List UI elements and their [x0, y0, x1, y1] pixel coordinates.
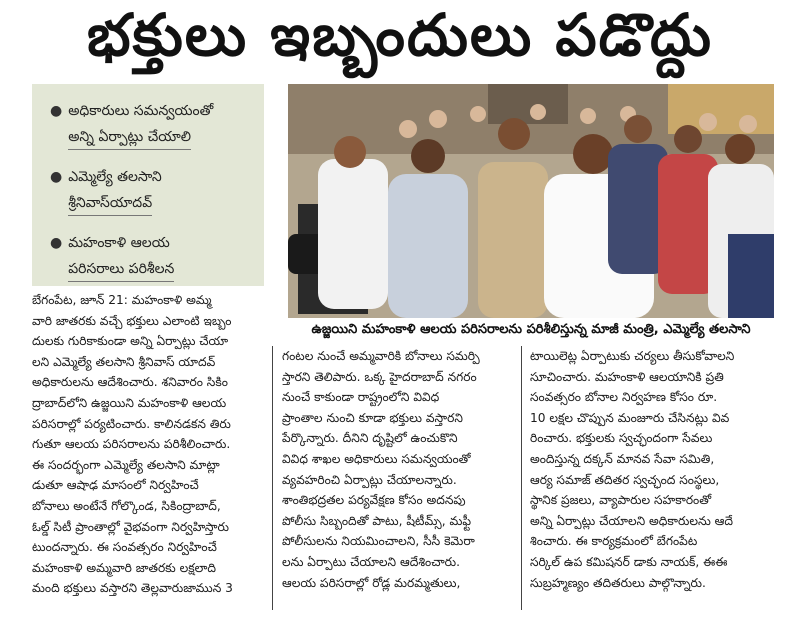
text-line: శాంతిభద్రతల పర్యవేక్షణ కోసం అదనపు: [282, 493, 466, 508]
text-line: మంది భక్తులు వస్తారని తెల్లవారుజామున 3: [32, 581, 233, 596]
highlight-line: మహంకాళి ఆలయ: [68, 235, 170, 251]
text-line: ఆలయ పరిసరాల్లో రోడ్ల మరమ్మతులు,: [282, 575, 461, 590]
highlight-line: అధికారులు సమన్వయంతో: [68, 103, 214, 119]
text-line: స్తారని తెలిపారు. ఒక్క హైదరాబాద్‌ నగరం: [282, 369, 477, 384]
text-line: నుంచే కాకుండా రాష్ట్రంలోని వివిధ: [282, 390, 440, 405]
text-line: స్థానిక ప్రజలు, వ్యాపారుల సహకారంతో: [530, 493, 712, 508]
text-line: ఈ సందర్భంగా ఎమ్మెల్యే తలసాని మాట్లా: [32, 457, 220, 472]
highlight-item: [50, 98, 254, 150]
highlight-item: [50, 230, 254, 282]
column-divider: [521, 346, 522, 610]
highlight-line: ఎమ్మెల్యే తలసాని: [68, 169, 162, 185]
text-line: ద్రాబాద్‌లోని ఉజ్జయిని మహంకాళి ఆలయ: [32, 395, 227, 410]
text-line: బేగంపేట, జూన్‌ 21: మహంకాళి అమ్మ: [32, 293, 212, 307]
text-line: గుతూ ఆలయ పరిసరాలను పరిశీలించారు.: [32, 437, 231, 452]
text-line: వివిధ శాఖల అధికారులు సమన్వయంతో: [282, 451, 471, 466]
text-line: సుబ్రహ్మణ్యం తదితరులు పాల్గొన్నారు.: [530, 575, 706, 590]
bullet-icon: ●: [50, 169, 63, 185]
text-line: అన్ని ఏర్పాట్లు చేయాలని అధికారులను ఆదే: [530, 513, 734, 528]
crowd-photo-illustration: [288, 84, 774, 318]
highlight-item: [50, 164, 254, 216]
text-line: రించారు. భక్తులకు స్వచ్ఛందంగా సేవలు: [530, 431, 713, 446]
text-line: గంటల నుంచే అమ్మవారికి బోనాలు సమర్పి: [282, 349, 480, 363]
bullet-icon: ●: [50, 103, 63, 119]
article-column: [32, 290, 264, 599]
text-line: టుందన్నారు. ఈ సంవత్సరం నిర్వహించే: [32, 540, 217, 555]
highlight-line: అన్ని ఏర్పాట్లు చేయాలి: [68, 125, 191, 150]
article-column: [530, 346, 770, 593]
text-line: శించారు. ఈ కార్యక్రమంలో బేగంపేట: [530, 534, 698, 549]
text-line: సర్కిల్‌ ఉప కమిషనర్‌ డాకు నాయక్‌, ఈఈ: [530, 554, 728, 569]
text-line: వారి జాతరకు వచ్చే భక్తులు ఎలాంటి ఇబ్బం: [32, 313, 232, 328]
text-line: మహంకాళి అమ్మవారి జాతరకు లక్షలాది: [32, 560, 216, 575]
headline: భక్తులు ఇబ్బందులు పడొద్దు: [87, 0, 713, 69]
text-line: 10 లక్షల చొప్పున మంజూరు చేసినట్లు వివ: [530, 410, 730, 425]
news-photo: [288, 84, 774, 318]
article-column: [282, 346, 514, 593]
text-line: డుతూ ఆషాఢ మాసంలో నిర్వహించే: [32, 478, 199, 493]
text-line: ఓల్డ్‌ సిటీ ప్రాంతాల్లో వైభవంగా నిర్వహిస్తారు: [32, 519, 229, 534]
text-line: ఆర్య సమాజ్‌ తదితర స్వచ్ఛంద సంస్థలు,: [530, 472, 720, 487]
photo-caption: ఉజ్జయిని మహంకాళి ఆలయ పరిసరాలను పరిశీలిస్తున్న మాజీ మంత్రి, ఎమ్మెల్యే తలసాని: [311, 322, 751, 337]
text-line: టాయిలెట్ల ఏర్పాటుకు చర్యలు తీసుకోవాలని: [530, 349, 735, 363]
text-line: పోలీసు సిబ్బందితో పాటు, షీటీమ్స్‌, మఫ్టీ: [282, 513, 472, 528]
text-line: వ్యవహరించి ఏర్పాట్లు చేయాలన్నారు.: [282, 472, 457, 487]
text-line: పేర్కొన్నారు. దీనిని దృష్టిలో ఉంచుకొని: [282, 431, 458, 446]
text-line: లని ఎమ్మెల్యే తలసాని శ్రీనివాస్‌ యాదవ్‌: [32, 354, 216, 369]
text-line: బోనాలు అంటేనే గోల్కొండ, సికింద్రాబాద్‌,: [32, 498, 221, 513]
column-divider: [272, 346, 273, 610]
highlight-line: శ్రీనివాస్‌యాదవ్‌: [68, 191, 152, 216]
text-line: లను ఏర్పాటు చేయాలని ఆదేశించారు.: [282, 554, 460, 569]
text-line: పోలీసులను నియమించాలని, సీసీ కెమెరా: [282, 534, 475, 549]
text-line: అధికారులను ఆదేశించారు. శనివారం సికిం: [32, 375, 228, 390]
text-line: దులకు గురికాకుండా అన్ని ఏర్పాట్లు చేయా: [32, 334, 229, 349]
text-line: సూచించారు. మహంకాళి ఆలయానికి ప్రతి: [530, 369, 724, 384]
text-line: ప్రాంతాల నుంచి కూడా భక్తులు వస్తారని: [282, 410, 463, 425]
highlights-box: [32, 84, 264, 286]
text-line: అందిస్తున్న దక్కన్‌ మానవ సేవా సమితి,: [530, 451, 715, 466]
text-line: సంవత్సరం బోనాల నిర్వహణ కోసం రూ.: [530, 390, 718, 405]
bullet-icon: ●: [50, 235, 63, 251]
highlight-line: పరిసరాలు పరిశీలన: [68, 257, 174, 282]
text-line: పరిసరాల్లో పర్యటించారు. కాలినడకన తిరు: [32, 416, 231, 431]
